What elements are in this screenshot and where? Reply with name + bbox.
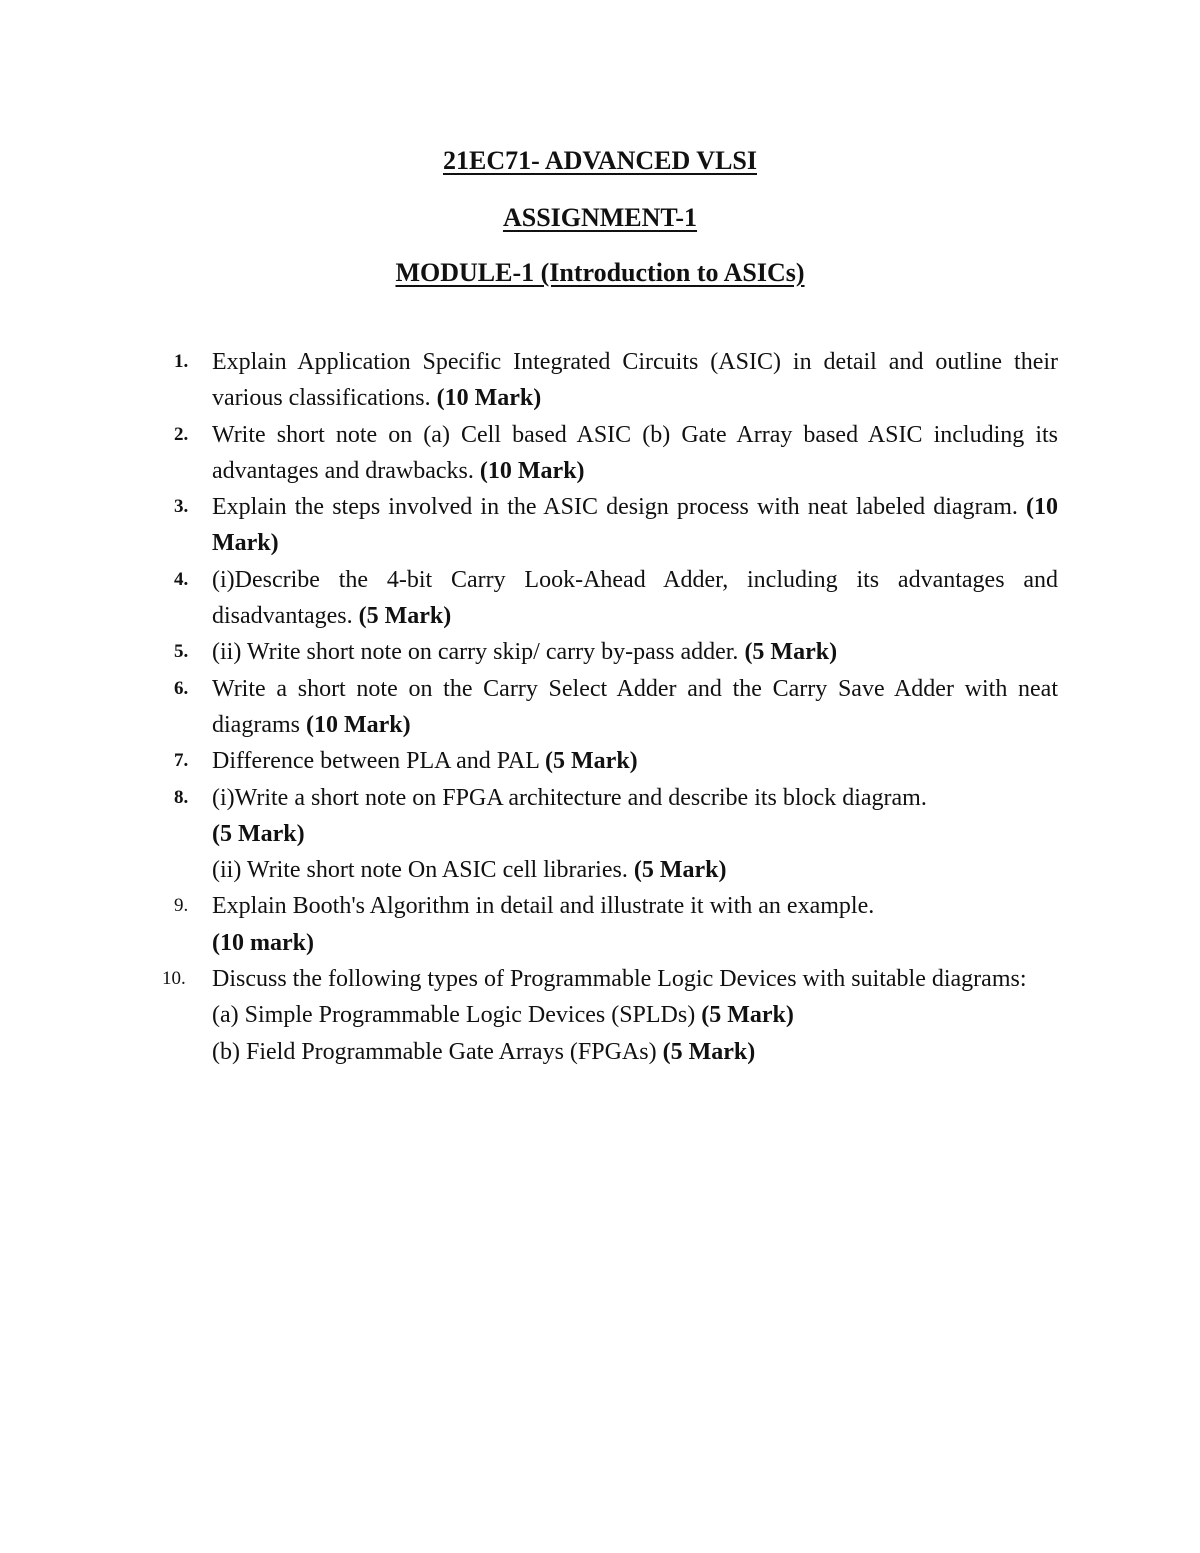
- question-2: [174, 417, 1058, 490]
- subpart-text: (b) Field Programmable Gate Arrays (FPGAs): [212, 1038, 657, 1065]
- question-list: [162, 344, 1058, 1070]
- question-number: 9.: [174, 895, 189, 917]
- question-number: 5.: [174, 641, 189, 663]
- question-marks: (10 Mark): [305, 711, 411, 738]
- question-body: [212, 671, 1058, 744]
- question-body: [212, 634, 1058, 670]
- question-5: [174, 634, 1058, 670]
- question-text: Difference between PLA and PAL: [212, 748, 540, 775]
- question-subpart: [212, 852, 1058, 888]
- question-10: [162, 961, 1058, 1070]
- question-number: 7.: [174, 750, 189, 772]
- question-text: Explain Application Specific Integrated Circuits (ASIC) in detail and outline their various classifications.: [212, 349, 1058, 412]
- question-text: (i)Describe the 4-bit Carry Look-Ahead Adder, including its advantages and disadvantages.: [212, 566, 1058, 630]
- question-marks: (10 Mark): [479, 457, 585, 484]
- question-marks: (10 Mark): [436, 385, 542, 412]
- question-text: (ii) Write short note on carry skip/ carry by-pass adder.: [212, 639, 739, 666]
- question-number: 3.: [174, 496, 189, 518]
- question-body: [212, 562, 1058, 635]
- assignment-title: ASSIGNMENT-1: [502, 203, 698, 232]
- question-marks: (10 mark): [212, 929, 314, 956]
- question-marks: (5 Mark): [358, 603, 452, 630]
- question-number: 10.: [162, 968, 186, 990]
- subpart-marks: (5 Mark): [633, 857, 727, 884]
- question-text: Write a short note on the Carry Select Adder and the Carry Save Adder with neat diagrams: [212, 675, 1058, 738]
- subpart-text: (a) Simple Programmable Logic Devices (SPLDs): [212, 1002, 696, 1029]
- question-body: [212, 780, 1058, 853]
- module-title: MODULE-1 (Introduction to ASICs): [395, 258, 805, 287]
- question-8: [174, 780, 1058, 889]
- question-number: 6.: [174, 677, 189, 699]
- question-3: [174, 489, 1058, 562]
- question-number: 2.: [174, 423, 189, 445]
- question-number: 8.: [174, 786, 189, 808]
- question-number: 4.: [174, 568, 189, 590]
- question-body: [212, 743, 1058, 779]
- question-marks: (5 Mark): [212, 820, 305, 847]
- question-marks: (5 Mark): [744, 639, 838, 666]
- subpart-text: (ii) Write short note On ASIC cell libraries.: [212, 857, 628, 884]
- question-text: Explain the steps involved in the ASIC design process with neat labeled diagram.: [212, 494, 1018, 521]
- question-marks: (10 Mark): [212, 494, 1058, 557]
- question-body: [212, 888, 1058, 961]
- question-7: [174, 743, 1058, 779]
- course-title: 21EC71- ADVANCED VLSI: [443, 146, 757, 175]
- question-text: Write short note on (a) Cell based ASIC (b) Gate Array based ASIC including its advantages and drawbacks.: [212, 421, 1058, 484]
- subpart-marks: (5 Mark): [701, 1002, 794, 1029]
- question-4: [174, 562, 1058, 635]
- subpart-marks: (5 Mark): [662, 1038, 756, 1065]
- question-number: 1.: [174, 351, 189, 372]
- question-body: [212, 417, 1058, 490]
- question-text: Discuss the following types of Programmable Logic Devices with suitable diagrams:: [212, 966, 1027, 993]
- question-body: [212, 489, 1058, 562]
- question-body: [212, 961, 1058, 997]
- question-1: [174, 344, 1058, 417]
- question-6: [174, 671, 1058, 744]
- question-text: Explain Booth's Algorithm in detail and illustrate it with an example.: [212, 893, 875, 920]
- question-marks: (5 Mark): [545, 748, 638, 775]
- question-9: [174, 888, 1058, 961]
- question-subpart-a: [212, 997, 1058, 1033]
- question-text: (i)Write a short note on FPGA architecture and describe its block diagram.: [212, 784, 927, 811]
- question-body: [212, 344, 1058, 417]
- question-subpart-b: [212, 1034, 1058, 1070]
